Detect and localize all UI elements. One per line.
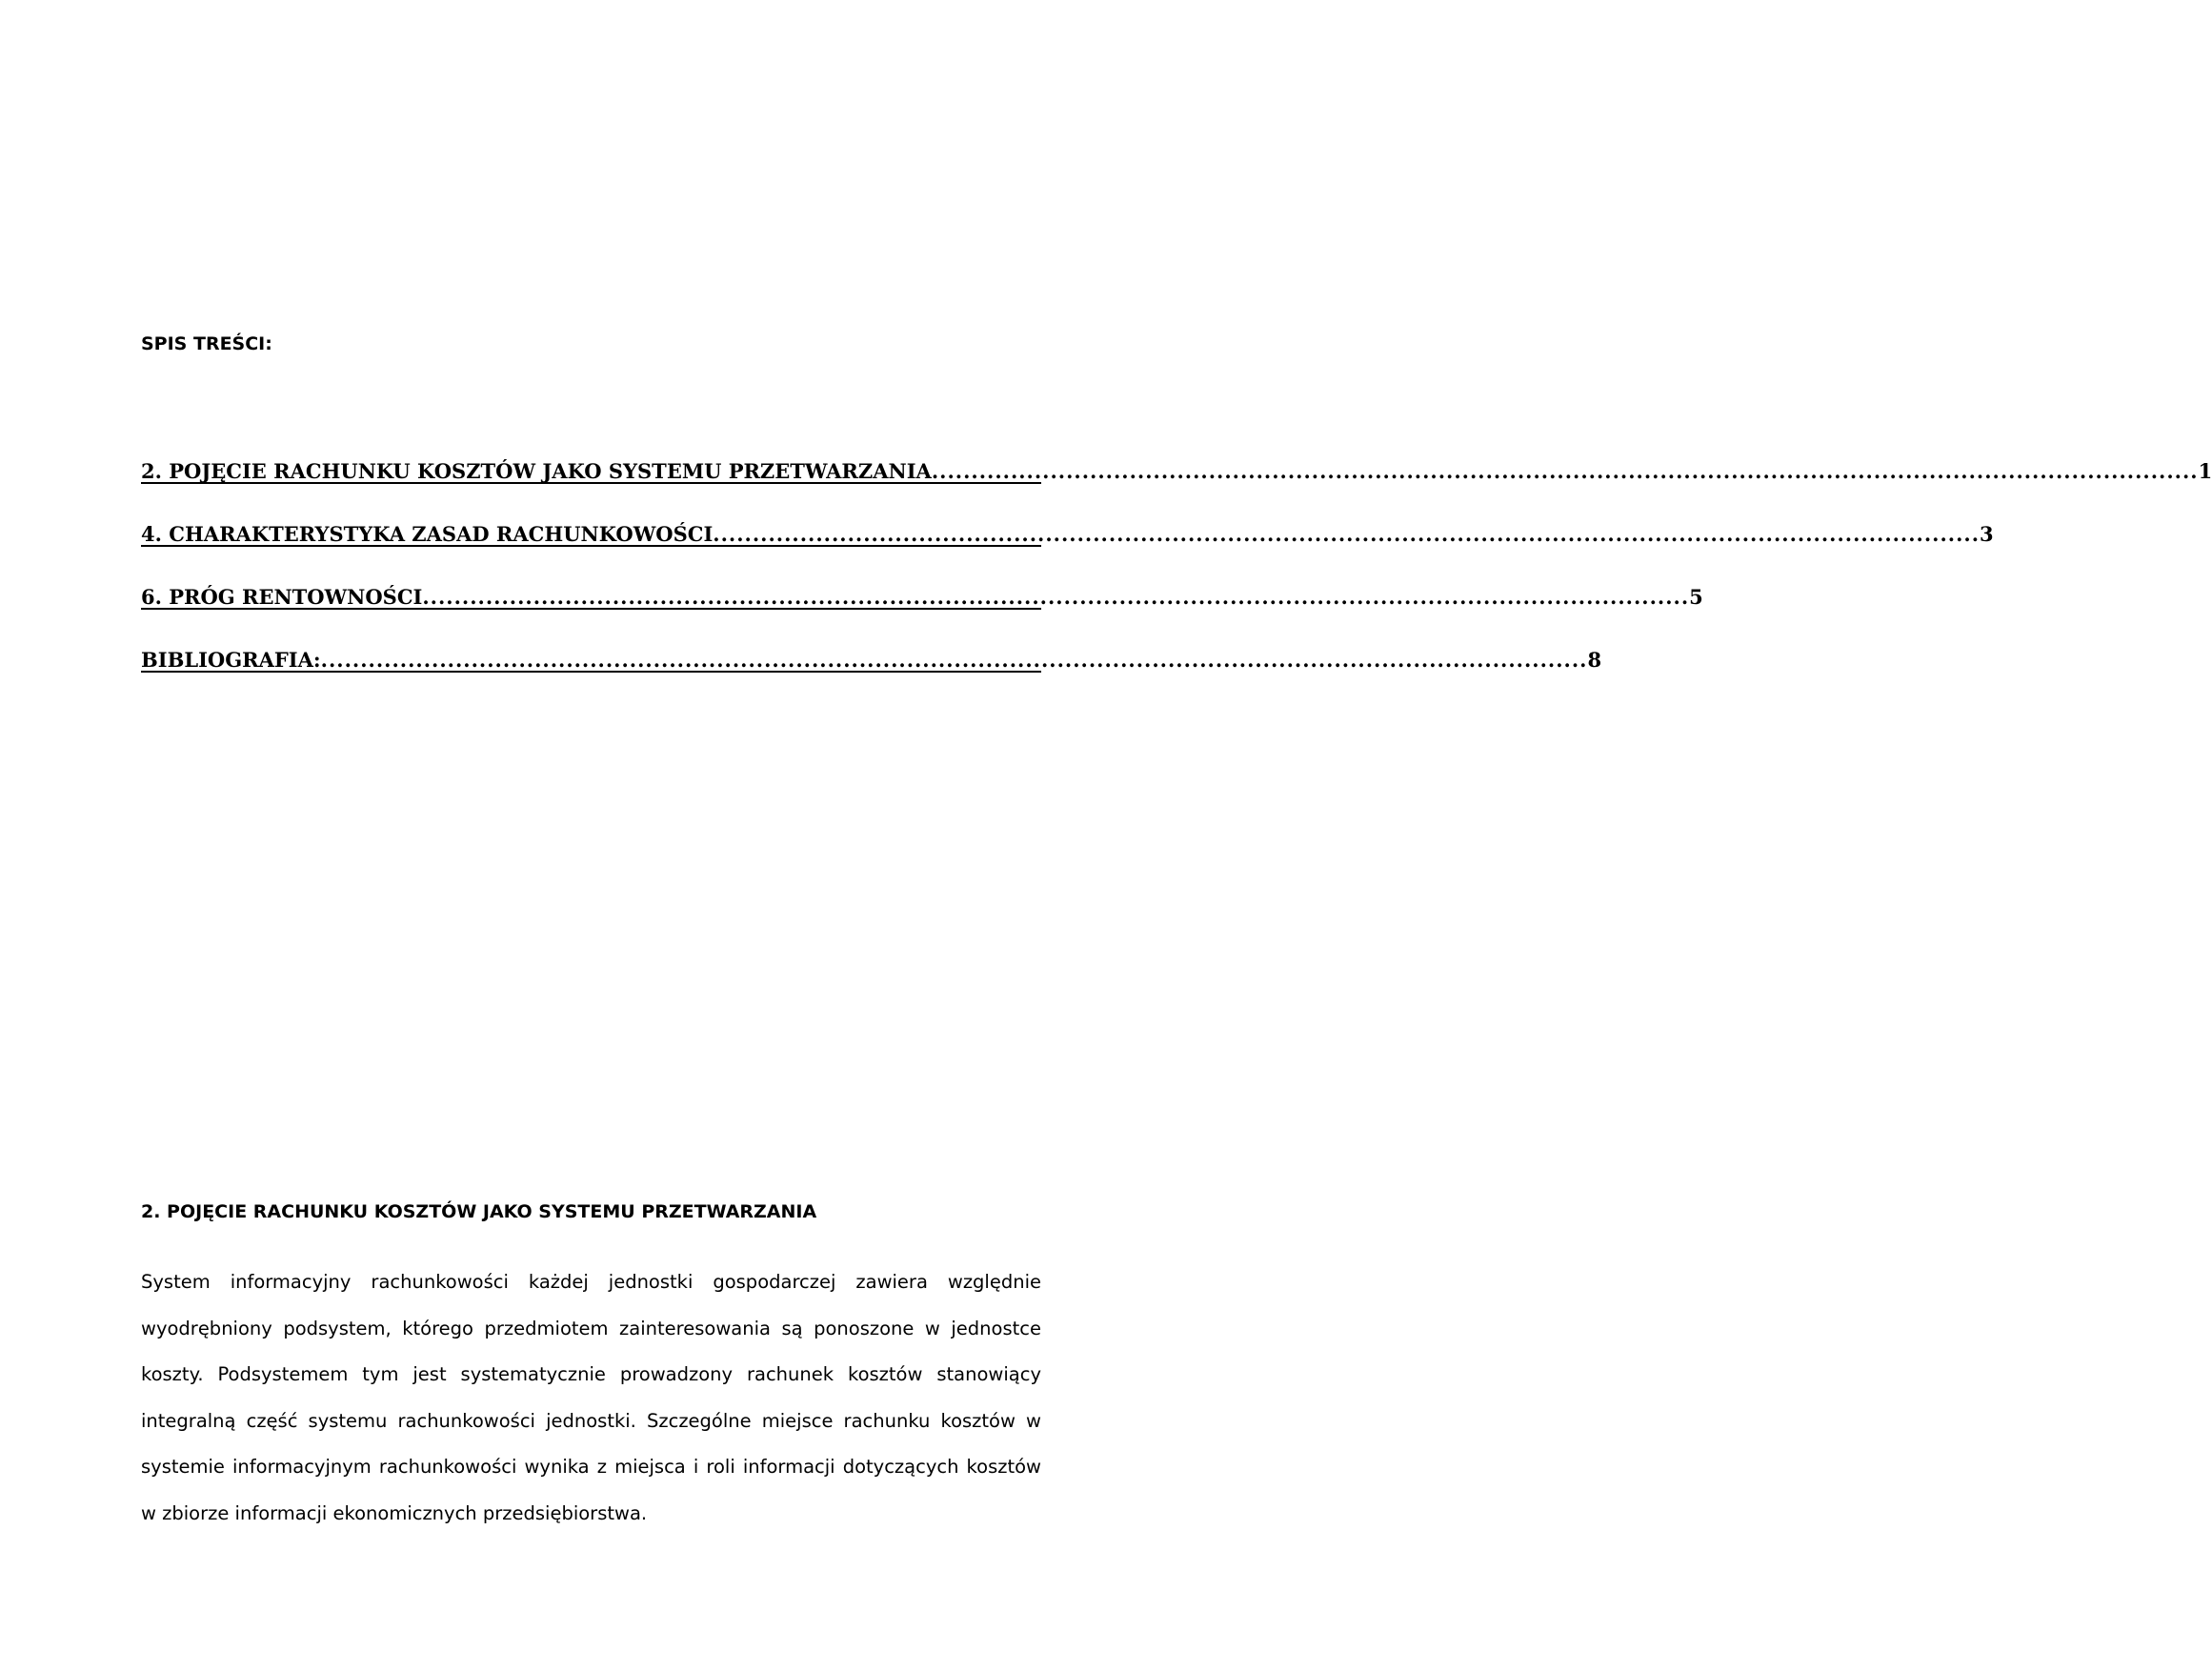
toc-entry-prog[interactable] [141, 578, 1703, 610]
toc-entry-page: 5 [1689, 585, 1703, 609]
toc-dot-leader: ................................................................................................................................................................ [713, 522, 1981, 546]
toc-dot-leader: ................................................................................................................................................................ [320, 648, 1588, 672]
toc-entry-page: 8 [1587, 648, 1602, 672]
section-heading: 2. POJĘCIE RACHUNKU KOSZTÓW JAKO SYSTEMU PRZETWARZANIA [141, 1201, 817, 1222]
toc-title: SPIS TREŚCI: [141, 333, 272, 354]
toc-entry-page: 1 [2198, 459, 2212, 483]
toc-entry-label: 4. CHARAKTERYSTYKA ZASAD RACHUNKOWOŚCI [141, 522, 714, 546]
toc-entry-bibliografia[interactable] [141, 641, 1602, 673]
toc-entry-page: 3 [1980, 522, 1994, 546]
toc-entry-zasady[interactable] [141, 515, 1994, 547]
toc-entry-label: 2. POJĘCIE RACHUNKU KOSZTÓW JAKO SYSTEMU PRZETWARZANIA [141, 459, 932, 483]
toc-entry-koszty[interactable] [141, 453, 2212, 484]
toc-entry-label: BIBLIOGRAFIA: [141, 648, 321, 672]
toc-dot-leader: ................................................................................................................................................................ [422, 585, 1690, 609]
toc-entry-label: 6. PRÓG RENTOWNOŚCI [141, 585, 423, 609]
toc-dot-leader: ................................................................................................................................................................ [931, 459, 2199, 483]
section-paragraph: System informacyjny rachunkowości każdej jednostki gospodarczej zawiera względnie wyodrębniony podsystem, którego przedmiotem zainteresowania są ponoszone w jednostce koszty. Podsystemem tym jest systematycznie prowadzony rachunek kosztów stanowiący integralną część systemu rachunkowości jednostki. Szczególne miejsce rachunku kosztów w systemie informacyjnym rachunkowości wynika z miejsca i roli informacji dotyczących kosztów w zbiorze informacji ekonomicznych przedsiębiorstwa. [141, 1271, 1041, 1524]
